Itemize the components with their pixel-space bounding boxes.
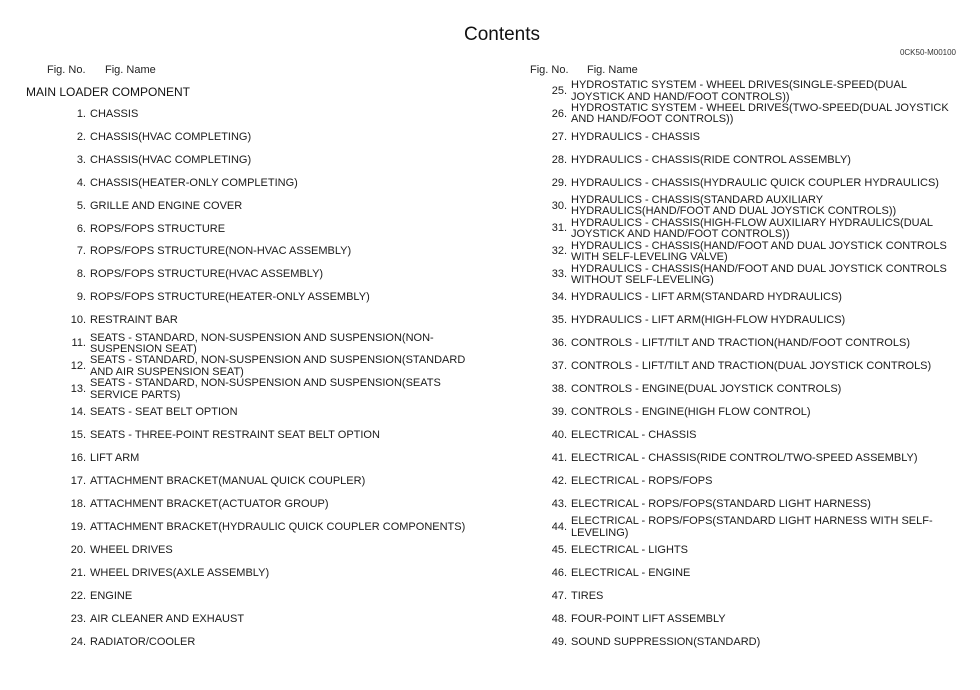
fig-number: 42.	[551, 474, 567, 487]
fig-name: CHASSIS(HVAC COMPLETING)	[90, 130, 252, 143]
toc-entry[interactable]	[545, 80, 961, 103]
fig-name: ROPS/FOPS STRUCTURE(NON-HVAC ASSEMBLY)	[90, 245, 352, 258]
fig-number: 46.	[551, 566, 567, 579]
toc-entry[interactable]	[64, 149, 480, 172]
fig-number: 19.	[70, 520, 86, 533]
toc-entry[interactable]	[545, 264, 961, 287]
toc-entry[interactable]	[545, 103, 961, 126]
fig-name: ENGINE	[90, 589, 133, 602]
fig-name: CHASSIS(HEATER-ONLY COMPLETING)	[90, 176, 298, 189]
toc-entry[interactable]	[545, 516, 961, 539]
fig-number: 25.	[551, 84, 567, 97]
fig-number: 1.	[76, 107, 86, 120]
fig-name: TIRES	[571, 589, 604, 602]
toc-entry[interactable]	[545, 310, 961, 333]
header-fig-name-right: Fig. Name	[587, 64, 638, 76]
fig-number: 10.	[70, 314, 86, 327]
fig-number: 5.	[76, 199, 86, 212]
fig-name: ELECTRICAL - LIGHTS	[571, 543, 688, 556]
fig-number: 29.	[551, 176, 567, 189]
fig-number: 7.	[76, 245, 86, 258]
fig-name: HYDRAULICS - CHASSIS(HYDRAULIC QUICK COUPLER HYDRAULICS)	[571, 176, 939, 189]
fig-name: WHEEL DRIVES	[90, 543, 173, 556]
fig-number: 44.	[551, 520, 567, 533]
header-fig-no-left: Fig. No.	[47, 64, 86, 76]
toc-entry[interactable]	[64, 264, 480, 287]
fig-name: GRILLE AND ENGINE COVER	[90, 199, 243, 212]
toc-entry[interactable]	[64, 172, 480, 195]
fig-name: ELECTRICAL - ROPS/FOPS	[571, 474, 713, 487]
fig-name: SEATS - STANDARD, NON-SUSPENSION AND SUSPENSION(SEATS SERVICE PARTS)	[90, 377, 441, 401]
fig-number: 31.	[551, 222, 567, 235]
fig-name: ROPS/FOPS STRUCTURE	[90, 222, 226, 235]
toc-entry[interactable]	[545, 562, 961, 585]
fig-name: CHASSIS(HVAC COMPLETING)	[90, 153, 252, 166]
toc-entry[interactable]	[545, 608, 961, 631]
toc-entry[interactable]	[545, 355, 961, 378]
fig-number: 41.	[551, 451, 567, 464]
fig-name: SEATS - THREE-POINT RESTRAINT SEAT BELT OPTION	[90, 429, 380, 442]
fig-number: 37.	[551, 360, 567, 373]
toc-entry[interactable]	[64, 424, 480, 447]
toc-entry[interactable]	[545, 493, 961, 516]
fig-name: AIR CLEANER AND EXHAUST	[90, 612, 245, 625]
fig-number: 33.	[551, 268, 567, 281]
fig-number: 21.	[70, 566, 86, 579]
toc-entry[interactable]	[64, 333, 480, 356]
fig-number: 43.	[551, 497, 567, 510]
fig-number: 4.	[76, 176, 86, 189]
fig-name: CONTROLS - LIFT/TILT AND TRACTION(DUAL JOYSTICK CONTROLS)	[571, 360, 932, 373]
toc-entry[interactable]	[545, 447, 961, 470]
fig-name: HYDROSTATIC SYSTEM - WHEEL DRIVES(TWO-SPEED(DUAL JOYSTICK AND HAND/FOOT CONTROLS))	[571, 101, 949, 126]
fig-name: ROPS/FOPS STRUCTURE(HVAC ASSEMBLY)	[90, 268, 324, 281]
fig-name: CONTROLS - ENGINE(DUAL JOYSTICK CONTROLS)	[571, 383, 842, 396]
fig-number: 6.	[76, 222, 86, 235]
fig-name: ELECTRICAL - ROPS/FOPS(STANDARD LIGHT HARNESS)	[571, 497, 871, 510]
toc-entry[interactable]	[64, 608, 480, 631]
toc-entry[interactable]	[545, 195, 961, 218]
fig-name: SEATS - STANDARD, NON-SUSPENSION AND SUSPENSION(NON-SUSPENSION SEAT)	[90, 331, 434, 355]
toc-entry[interactable]	[545, 172, 961, 195]
fig-name: ATTACHMENT BRACKET(HYDRAULIC QUICK COUPLER COMPONENTS)	[90, 520, 466, 533]
header-fig-name-left: Fig. Name	[105, 64, 156, 76]
toc-entry[interactable]	[64, 287, 480, 310]
fig-name: RESTRAINT BAR	[90, 314, 178, 327]
fig-name: HYDROSTATIC SYSTEM - WHEEL DRIVES(SINGLE-SPEED(DUAL JOYSTICK AND HAND/FOOT CONTROLS))	[571, 79, 907, 103]
fig-name: ELECTRICAL - ENGINE	[571, 566, 691, 579]
toc-entry[interactable]	[64, 103, 480, 126]
fig-name: LIFT ARM	[90, 452, 140, 464]
toc-entry[interactable]	[545, 401, 961, 424]
toc-entry[interactable]	[64, 516, 480, 539]
fig-name: WHEEL DRIVES(AXLE ASSEMBLY)	[90, 566, 270, 579]
fig-number: 12.	[70, 360, 86, 373]
document-id: 0CK50-M00100	[899, 48, 956, 57]
page-title: Contents	[463, 24, 541, 45]
fig-name: HYDRAULICS - CHASSIS(HAND/FOOT AND DUAL JOYSTICK CONTROLS WITHOUT SELF-LEVELING)	[571, 262, 947, 287]
fig-name: HYDRAULICS - CHASSIS	[571, 130, 700, 143]
fig-number: 32.	[551, 245, 567, 258]
toc-entry[interactable]	[64, 585, 480, 608]
fig-number: 9.	[76, 291, 86, 304]
fig-name: ATTACHMENT BRACKET(MANUAL QUICK COUPLER)	[90, 474, 366, 487]
toc-entry[interactable]	[545, 126, 961, 149]
toc-entry[interactable]	[545, 218, 961, 241]
fig-number: 45.	[551, 543, 567, 556]
section-heading: MAIN LOADER COMPONENT	[26, 85, 191, 99]
toc-entry[interactable]	[64, 310, 480, 333]
fig-name: ELECTRICAL - ROPS/FOPS(STANDARD LIGHT HARNESS WITH SELF-LEVELING)	[571, 515, 933, 539]
fig-number: 35.	[551, 314, 567, 327]
toc-entry[interactable]	[545, 241, 961, 264]
fig-number: 17.	[70, 474, 86, 487]
toc-entry[interactable]	[545, 332, 961, 355]
toc-entry[interactable]	[64, 241, 480, 264]
fig-number: 8.	[76, 268, 86, 281]
fig-number: 20.	[70, 543, 86, 556]
fig-number: 27.	[551, 130, 567, 143]
fig-name: CONTROLS - ENGINE(HIGH FLOW CONTROL)	[571, 406, 811, 419]
fig-name: SEATS - STANDARD, NON-SUSPENSION AND SUSPENSION(STANDARD AND AIR SUSPENSION SEAT)	[90, 354, 466, 378]
header-fig-no-right: Fig. No.	[530, 64, 569, 76]
fig-name: ATTACHMENT BRACKET(ACTUATOR GROUP)	[90, 497, 329, 510]
toc-entry[interactable]	[545, 378, 961, 401]
toc-entry[interactable]	[545, 631, 961, 654]
fig-name: ELECTRICAL - CHASSIS(RIDE CONTROL/TWO-SPEED ASSEMBLY)	[571, 451, 918, 464]
fig-name: HYDRAULICS - LIFT ARM(STANDARD HYDRAULICS)	[571, 291, 842, 304]
fig-number: 40.	[551, 429, 567, 441]
fig-number: 2.	[76, 130, 86, 143]
fig-name: SEATS - SEAT BELT OPTION	[90, 406, 238, 419]
toc-entry[interactable]	[64, 401, 480, 424]
fig-number: 26.	[551, 107, 567, 120]
fig-name: HYDRAULICS - CHASSIS(STANDARD AUXILIARY HYDRAULICS(HAND/FOOT AND DUAL JOYSTICK CONTROLS))	[571, 193, 897, 218]
toc-entry[interactable]	[64, 493, 480, 516]
fig-name: HYDRAULICS - CHASSIS(HAND/FOOT AND DUAL JOYSTICK CONTROLS WITH SELF-LEVELING VALVE)	[571, 239, 947, 264]
toc-entry[interactable]	[64, 218, 480, 241]
fig-number: 30.	[551, 199, 567, 212]
fig-number: 47.	[551, 589, 567, 602]
toc-entry[interactable]	[64, 126, 480, 149]
fig-number: 34.	[551, 291, 567, 304]
toc-entry[interactable]	[64, 562, 480, 585]
fig-number: 23.	[70, 612, 86, 625]
fig-number: 18.	[70, 497, 86, 510]
fig-name: ROPS/FOPS STRUCTURE(HEATER-ONLY ASSEMBLY)	[90, 291, 370, 304]
fig-name: CONTROLS - LIFT/TILT AND TRACTION(HAND/FOOT CONTROLS)	[571, 337, 910, 350]
fig-name: RADIATOR/COOLER	[90, 635, 196, 648]
fig-number: 16.	[70, 452, 86, 464]
fig-name: FOUR-POINT LIFT ASSEMBLY	[571, 612, 726, 625]
toc-entry[interactable]	[64, 195, 480, 218]
fig-number: 15.	[70, 429, 86, 442]
toc-entry[interactable]	[545, 539, 961, 562]
toc-entry[interactable]	[64, 355, 480, 378]
fig-number: 11.	[71, 337, 86, 350]
fig-name: ELECTRICAL - CHASSIS	[571, 429, 697, 441]
toc-entry[interactable]	[64, 447, 480, 470]
fig-name: HYDRAULICS - CHASSIS(HIGH-FLOW AUXILIARY HYDRAULICS(DUAL JOYSTICK AND HAND/FOOT CONTROLS))	[571, 216, 933, 241]
fig-number: 39.	[551, 406, 567, 419]
fig-name: CHASSIS	[90, 107, 139, 120]
toc-entry[interactable]	[545, 424, 961, 447]
toc-entry[interactable]	[545, 470, 961, 493]
toc-entry[interactable]	[64, 539, 480, 562]
toc-entry[interactable]	[545, 585, 961, 608]
fig-name: HYDRAULICS - CHASSIS(RIDE CONTROL ASSEMBLY)	[571, 153, 851, 166]
fig-name: HYDRAULICS - LIFT ARM(HIGH-FLOW HYDRAULICS)	[571, 314, 846, 327]
fig-number: 13.	[70, 383, 86, 396]
toc-entry[interactable]	[545, 149, 961, 172]
fig-number: 36.	[551, 337, 567, 350]
fig-name: SOUND SUPPRESSION(STANDARD)	[571, 635, 761, 648]
fig-number: 28.	[551, 153, 567, 166]
fig-number: 14.	[70, 406, 86, 419]
fig-number: 49.	[551, 635, 567, 648]
toc-entry[interactable]	[64, 470, 480, 493]
fig-number: 24.	[70, 635, 86, 648]
toc-entry[interactable]	[64, 631, 480, 654]
toc-entry[interactable]	[64, 378, 480, 401]
fig-number: 3.	[76, 153, 86, 166]
fig-number: 48.	[551, 612, 567, 625]
fig-number: 38.	[551, 383, 567, 396]
fig-number: 22.	[70, 589, 86, 602]
toc-entry[interactable]	[545, 287, 961, 310]
